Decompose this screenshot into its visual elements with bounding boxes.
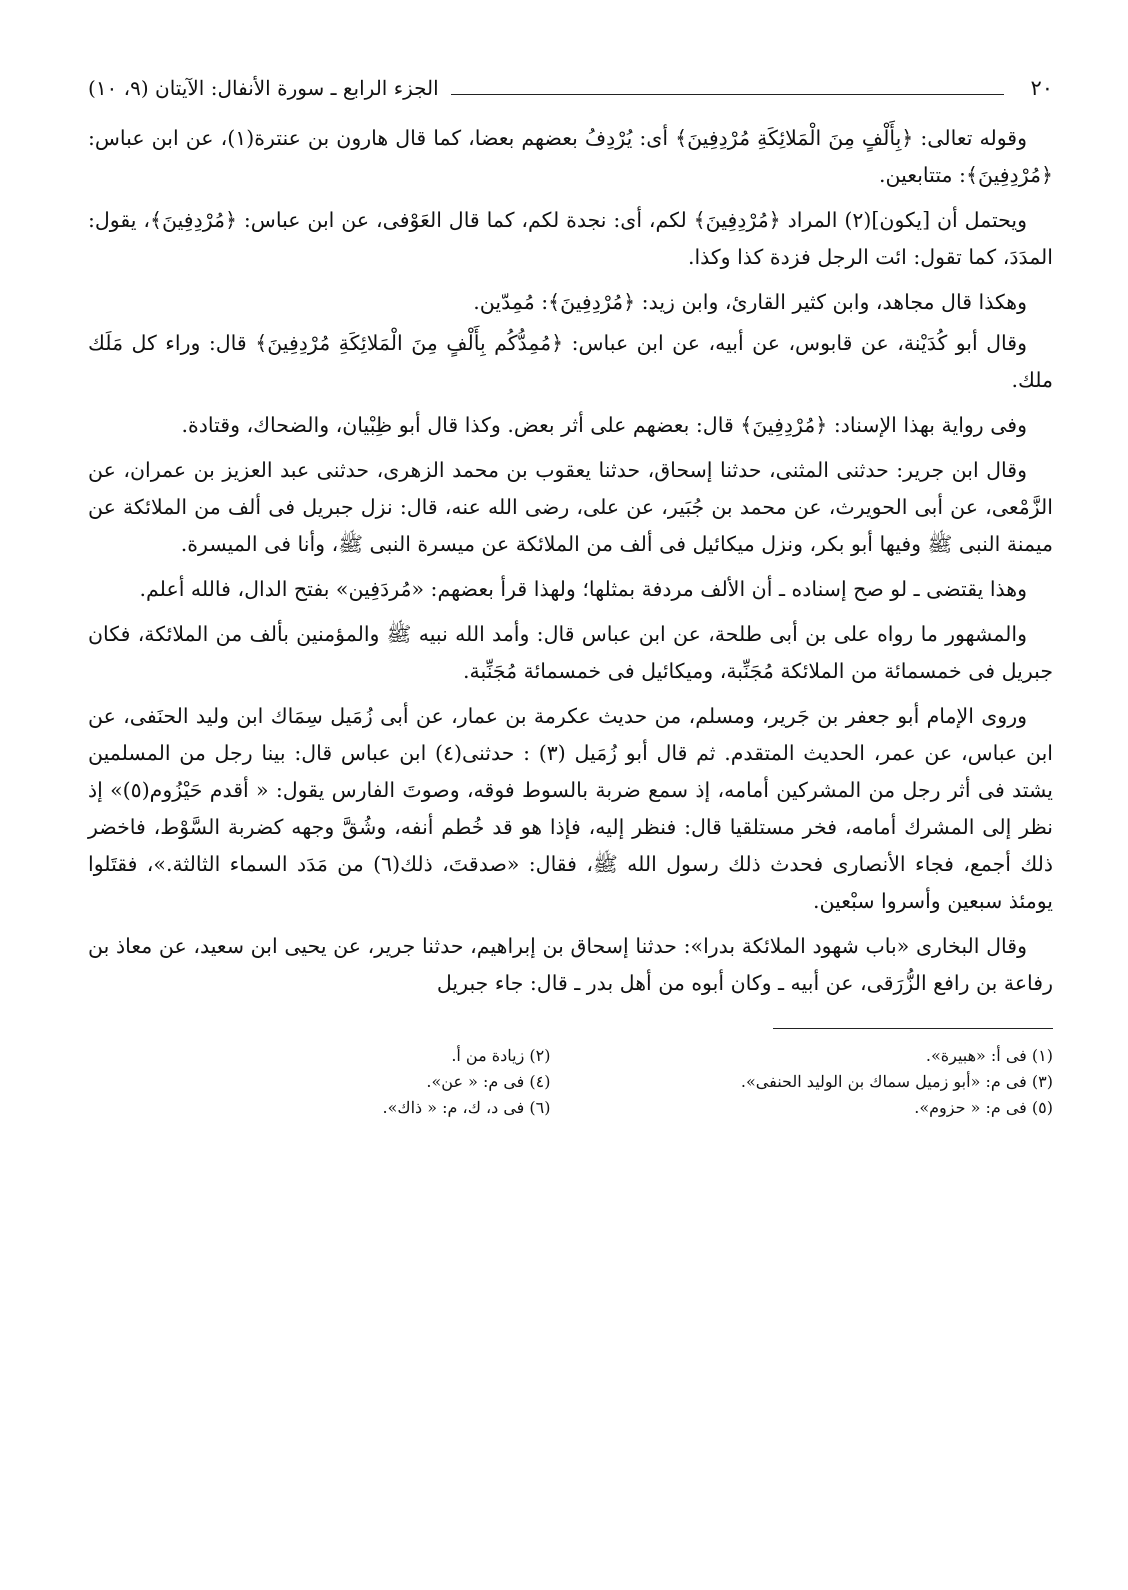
footnote: (٦) فى د، ك، م: « ذاك».	[382, 1098, 551, 1117]
paragraph: والمشهور ما رواه على بن أبى طلحة، عن ابن عباس قال: وأمد الله نبيه ﷺ والمؤمنين بألف من الملائكة، فكان جبريل فى خمسمائة من الملائكة مُجَنِّبة، وميكائيل فى خمسمائة مُجَنِّبة.	[88, 622, 1053, 683]
footnotes	[88, 1043, 1053, 1121]
footnote: (٣) فى م: «أبو زميل سماك بن الوليد الحنفى».	[740, 1072, 1053, 1091]
paragraph: وهكذا قال مجاهد، وابن كثير القارئ، وابن زيد: ﴿مُرْدِفِينَ﴾: مُمِدّين.	[473, 290, 1027, 314]
paragraph: وقال أبو كُدَيْنة، عن قابوس، عن أبيه، عن ابن عباس: ﴿مُمِدُّكُم بِأَلْفٍ مِنَ الْمَلائِكَةِ مُرْدِفِينَ﴾ قال: وراء كل مَلَك ملك.	[88, 331, 1053, 392]
paragraph: وقال البخارى «باب شهود الملائكة بدرا»: حدثنا إسحاق بن إبراهيم، حدثنا جرير، عن يحيى ابن سعيد، عن معاذ بن رفاعة بن رافع الزُّرَقى، عن أبيه ـ وكان أبوه من أهل بدر ـ قال: جاء جبريل	[88, 934, 1053, 995]
footnote: (٥) فى م: « حزوم».	[914, 1098, 1053, 1117]
footnote: (٢) زيادة من أ.	[451, 1046, 551, 1065]
paragraph: وروى الإمام أبو جعفر بن جَرير، ومسلم، من حديث عكرمة بن عمار، عن أبى زُمَيل سِمَاك ابن وليد الحنَفى، عن ابن عباس، عن عمر، الحديث المتقدم. ثم قال أبو زُمَيل (٣) : حدثنى(٤) ابن عباس قال: بينا رجل من المسلمين يشتد فى أثر رجل من المشركين أمامه، إذ سمع ضربة بالسوط فوقه، وصوتَ الفارس يقول: « أقدم حَيْزُوم(٥)» إذ نظر إلى المشرك أمامه، فخر مستلقيا قال: فنظر إليه، فإذا هو قد خُطم أنفه، وشُقَّ وجهه كضربة السَّوْط، فاخضر ذلك أجمع، فجاء الأنصارى فحدث ذلك رسول الله ﷺ، فقال: «صدقتَ، ذلك(٦) من مَدَد السماء الثالثة.»، فقتَلوا يومئذ سبعين وأسروا سبْعين.	[88, 704, 1053, 913]
main-text	[88, 120, 1053, 1002]
paragraph: وفى رواية بهذا الإسناد: ﴿مُرْدِفِينَ﴾ قال: بعضهم على أثر بعض. وكذا قال أبو ظِبْيان، والضحاك، وقتادة.	[181, 413, 1027, 437]
footnote: (١) فى أ: «هبيرة».	[925, 1046, 1053, 1065]
paragraph: وقال ابن جرير: حدثنى المثنى، حدثنا إسحاق، حدثنا يعقوب بن محمد الزهرى، حدثنى عبد العزيز بن عمران، عن الزَّمْعى، عن أبى الحويرث، عن محمد بن جُبَير، عن على، رضى الله عنه، قال: نزل جبريل فى ألف من الملائكة عن ميمنة النبى ﷺ وفيها أبو بكر، ونزل ميكائيل فى ألف من الملائكة عن ميسرة النبى ﷺ، وأنا فى الميسرة.	[88, 458, 1053, 556]
footnote: (٤) فى م: « عن».	[426, 1072, 551, 1091]
paragraph: وهذا يقتضى ـ لو صح إسناده ـ أن الألف مردفة بمثلها؛ ولهذا قرأ بعضهم: «مُردَفِين» بفتح الدال، فالله أعلم.	[139, 577, 1027, 601]
book-page	[88, 70, 1053, 1121]
header-rule	[451, 94, 1005, 95]
header-title: الجزء الرابع ـ سورة الأنفال: الآيتان (٩، ١٠)	[88, 76, 439, 100]
footnote-rule	[773, 1028, 1053, 1029]
running-header	[88, 70, 1053, 106]
paragraph: ويحتمل أن [يكون](٢) المراد ﴿مُرْدِفِينَ﴾ لكم، أى: نجدة لكم، كما قال العَوْفى، عن ابن عباس: ﴿مُرْدِفِينَ﴾، يقول: المدَدَ، كما تقول: ائت الرجل فزدة كذا وكذا.	[88, 208, 1053, 269]
page-number: ٢٠	[1030, 76, 1053, 100]
paragraph: وقوله تعالى: ﴿بِأَلْفٍ مِنَ الْمَلائِكَةِ مُرْدِفِينَ﴾ أى: يُرْدِفُ بعضهم بعضا، كما قال هارون بن عنترة(١)، عن ابن عباس: ﴿مُرْدِفِينَ﴾: متتابعين.	[88, 126, 1053, 187]
